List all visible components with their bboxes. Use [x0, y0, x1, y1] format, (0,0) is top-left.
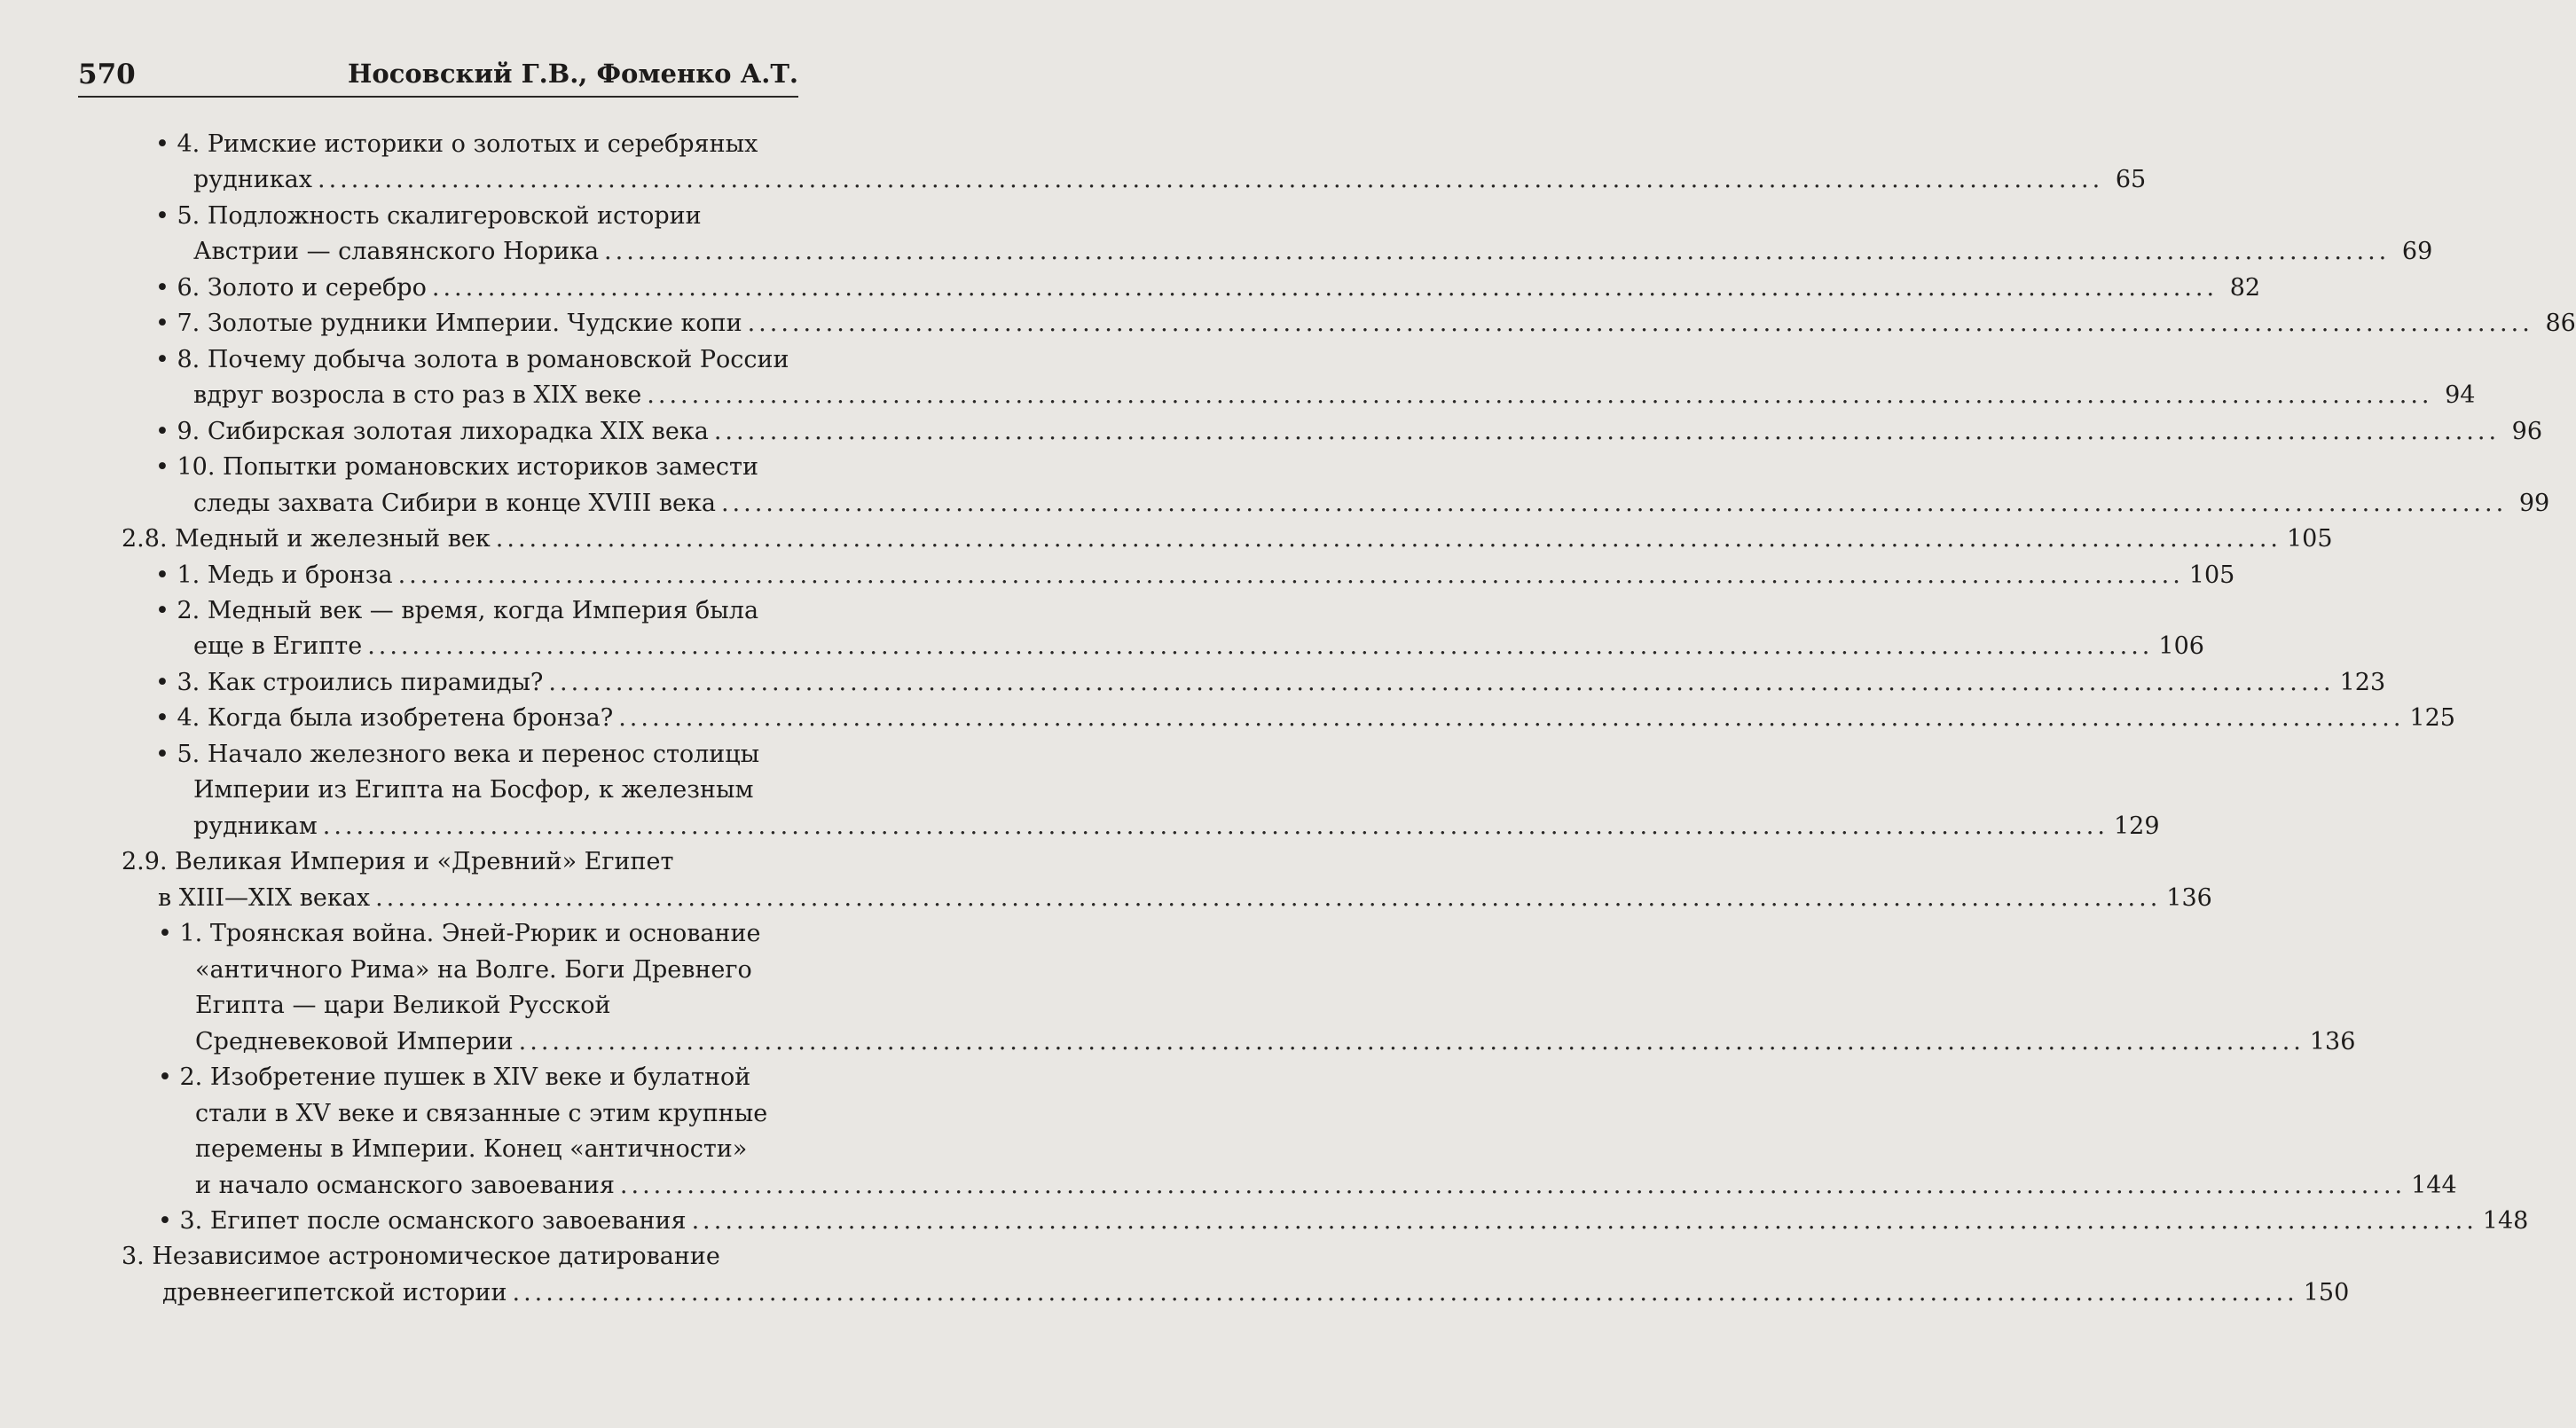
toc-leader-dots: ................................................................................................................................................................ — [691, 1207, 2478, 1235]
toc-line — [155, 270, 2261, 306]
toc-entry-title: • 3. Как строились пирамиды? — [155, 669, 544, 696]
toc-entry-title: • 2. Медный век — время, когда Империя была — [155, 597, 759, 624]
toc-line — [195, 1095, 803, 1132]
toc-leader-dots: ................................................................................................................................................................ — [322, 812, 2109, 840]
toc-entry-title: «античного Рима» на Волге. Боги Древнего — [195, 956, 752, 984]
toc-entry-title: 2.8. Медный и железный век — [122, 525, 491, 553]
toc-page-number: 123 — [2339, 669, 2386, 696]
toc-line — [155, 736, 803, 773]
toc-page-number: 150 — [2303, 1279, 2350, 1306]
toc-leader-dots: ................................................................................................................................................................ — [367, 632, 2154, 660]
toc-page-number: 96 — [2511, 418, 2543, 445]
running-head: Носовский Г.В., Фоменко А.Т. — [347, 59, 798, 89]
toc-entry-title: рудникам — [193, 812, 318, 840]
toc-line — [195, 1024, 2356, 1060]
toc-page-number: 69 — [2401, 238, 2433, 265]
toc-entry-title: • 7. Золотые рудники Империи. Чудские копи — [155, 310, 742, 337]
toc-entry-title: • 9. Сибирская золотая лихорадка XIX века — [155, 418, 709, 445]
toc-entry-title: следы захвата Сибири в конце XVIII века — [193, 490, 716, 517]
toc-line — [193, 233, 2433, 270]
toc-line — [195, 987, 803, 1024]
toc-entry-title: • 8. Почему добыча золота в романовской России — [155, 346, 789, 373]
toc-line — [195, 952, 803, 988]
toc-line — [195, 1167, 2457, 1204]
toc-leader-dots: ................................................................................................................................................................ — [495, 525, 2281, 553]
toc-line — [155, 341, 803, 378]
toc-entry-title: 2.9. Великая Империя и «Древний» Египет — [122, 848, 674, 875]
toc-entry-title: • 4. Когда была изобретена бронза? — [155, 704, 614, 732]
toc-entry-title: перемены в Империи. Конец «античности» — [195, 1135, 748, 1163]
toc-line — [122, 1238, 803, 1275]
toc-page-number: 86 — [2545, 310, 2576, 337]
toc-entry-title: рудниках — [193, 166, 312, 193]
toc-line — [155, 413, 2543, 450]
toc-entry-title: древнеегипетской истории — [162, 1279, 507, 1306]
toc-page-number: 106 — [2158, 632, 2204, 660]
toc-entry-title: • 4. Римские историки о золотых и серебряных — [155, 130, 758, 158]
toc-entry-title: Империи из Египта на Босфор, к железным — [193, 776, 754, 804]
toc-line — [195, 1131, 803, 1167]
toc-line — [158, 1203, 2529, 1239]
toc-page-number: 105 — [2287, 525, 2333, 553]
toc-line — [158, 1059, 803, 1095]
toc-page-number: 105 — [2188, 561, 2235, 589]
toc-line — [158, 915, 803, 952]
toc-page-number: 129 — [2113, 812, 2160, 840]
toc-page-number: 144 — [2411, 1172, 2457, 1199]
page-number: 570 — [78, 59, 136, 90]
toc-leader-dots: ................................................................................................................................................................ — [618, 704, 2405, 732]
toc-line — [193, 377, 2476, 413]
toc-line — [193, 772, 803, 808]
toc-page-number: 65 — [2115, 166, 2147, 193]
toc-line — [158, 880, 2212, 916]
toc-line — [193, 161, 2147, 198]
toc-entry-title: Египта — цари Великой Русской — [195, 992, 611, 1019]
toc-entry-title: • 1. Троянская война. Эней-Рюрик и основание — [158, 920, 761, 947]
toc-entry-title: и начало османского завоевания — [195, 1172, 615, 1199]
toc-leader-dots: ................................................................................................................................................................ — [604, 238, 2391, 265]
toc-entry-title: еще в Египте — [193, 632, 363, 660]
toc-line — [155, 592, 803, 629]
toc-line — [155, 664, 2386, 701]
toc-leader-dots: ................................................................................................................................................................ — [747, 310, 2533, 337]
toc-entry-title: Средневековой Империи — [195, 1028, 514, 1055]
toc-line — [155, 198, 803, 234]
toc-line — [155, 557, 2235, 593]
toc-entry-title: вдруг возросла в сто раз в XIX веке — [193, 381, 642, 409]
toc-page-number: 99 — [2518, 490, 2550, 517]
toc-leader-dots: ................................................................................................................................................................ — [431, 274, 2219, 302]
toc-page-number: 136 — [2309, 1028, 2356, 1055]
toc-page-number: 136 — [2166, 884, 2212, 912]
toc-entry-title: • 6. Золото и серебро — [155, 274, 427, 302]
toc-line — [193, 628, 2204, 664]
toc-line — [155, 305, 2576, 341]
toc-leader-dots: ................................................................................................................................................................ — [720, 490, 2508, 517]
toc-leader-dots: ................................................................................................................................................................ — [713, 418, 2501, 445]
toc-entry-title: стали в XV веке и связанные с этим крупные — [195, 1100, 768, 1127]
toc-entry-title: 3. Независимое астрономическое датирование — [122, 1243, 720, 1270]
toc-entry-title: • 3. Египет после османского завоевания — [158, 1207, 687, 1235]
toc-page-number: 125 — [2409, 704, 2455, 732]
toc-page-number: 148 — [2482, 1207, 2529, 1235]
toc-line — [155, 449, 803, 485]
toc-leader-dots: ................................................................................................................................................................ — [397, 561, 2184, 589]
toc-line — [122, 521, 2333, 557]
toc-entry-title: в XIII—XIX веках — [158, 884, 371, 912]
toc-page-number: 94 — [2445, 381, 2476, 409]
toc-entry-title: • 5. Подложность скалигеровской истории — [155, 202, 702, 230]
toc-line — [162, 1275, 2350, 1311]
toc-leader-dots: ................................................................................................................................................................ — [512, 1279, 2298, 1306]
toc-line — [193, 808, 2160, 844]
toc-leader-dots: ................................................................................................................................................................ — [518, 1028, 2305, 1055]
page-header — [78, 53, 798, 98]
toc-leader-dots: ................................................................................................................................................................ — [619, 1172, 2407, 1199]
toc-entry-title: • 10. Попытки романовских историков замести — [155, 453, 758, 481]
toc-entry-title: Австрии — славянского Норика — [193, 238, 600, 265]
toc-leader-dots: ................................................................................................................................................................ — [548, 669, 2335, 696]
toc-entry-title: • 5. Начало железного века и перенос столицы — [155, 741, 760, 768]
toc-line — [155, 126, 803, 162]
toc-line — [155, 700, 2455, 736]
toc-entry-title: • 1. Медь и бронза — [155, 561, 393, 589]
toc-line — [193, 485, 2550, 522]
toc-line — [122, 843, 803, 880]
toc-leader-dots: ................................................................................................................................................................ — [647, 381, 2433, 409]
toc-leader-dots: ................................................................................................................................................................ — [318, 166, 2104, 193]
toc-page-number: 82 — [2229, 274, 2261, 302]
toc-leader-dots: ................................................................................................................................................................ — [375, 884, 2162, 912]
toc-entry-title: • 2. Изобретение пушек в XIV веке и булатной — [158, 1063, 751, 1091]
